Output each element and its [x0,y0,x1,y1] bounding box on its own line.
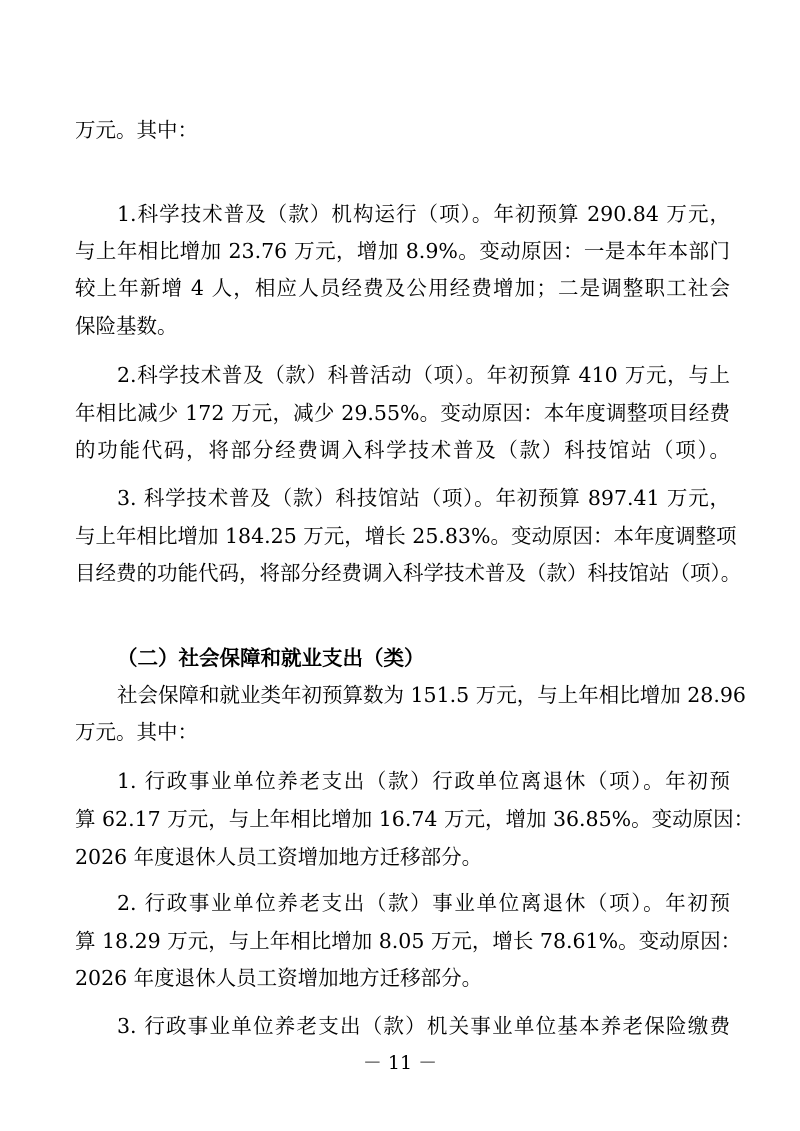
item1-line-4: 保险基数。 [75,314,178,338]
item3-line-2: 与上年相比增加 184.25 万元，增长 25.83%。变动原因：本年度调整项 [75,524,737,548]
section2-summary-line-1: 社会保障和就业类年初预算数为 151.5 万元，与上年相比增加 28.96 [117,683,746,707]
item1-line-2: 与上年相比增加 23.76 万元，增加 8.9%。变动原因：一是本年本部门 [75,239,730,263]
section2-item1-line-2: 算 62.17 万元，与上年相比增加 16.74 万元，增加 36.85%。变动原因： [75,807,755,831]
paragraph-line: 万元。其中： [75,118,198,142]
section2-item3-line-1: 3. 行政事业单位养老支出（款）机关事业单位基本养老保险缴费 [117,1014,730,1038]
item3-line-3: 目经费的功能代码，将部分经费调入科学技术普及（款）科技馆站（项）。 [75,561,742,585]
item1-line-1: 1.科学技术普及（款）机构运行（项）。年初预算 290.84 万元， [117,202,730,226]
section-heading: （二）社会保障和就业支出（类） [117,646,425,670]
section2-item1-line-1: 1. 行政事业单位养老支出（款）行政单位离退休（项）。年初预 [117,769,730,793]
section2-item1-line-3: 2026 年度退休人员工资增加地方迁移部分。 [75,845,483,869]
section2-item2-line-3: 2026 年度退休人员工资增加地方迁移部分。 [75,966,483,990]
page-number: － 11 － [362,1052,438,1074]
item3-line-1: 3. 科学技术普及（款）科技馆站（项）。年初预算 897.41 万元， [117,486,730,510]
section2-item2-line-1: 2. 行政事业单位养老支出（款）事业单位离退休（项）。年初预 [117,891,730,915]
item1-line-3: 较上年新增 4 人，相应人员经费及公用经费增加；二是调整职工社会 [75,276,730,300]
item2-line-3: 的功能代码，将部分经费调入科学技术普及（款）科技馆站（项）。 [75,438,730,462]
section2-summary-line-2: 万元。其中： [75,720,198,744]
section2-item2-line-2: 算 18.29 万元，与上年相比增加 8.05 万元，增长 78.61%。变动原因： [75,929,742,953]
item2-line-1: 2.科学技术普及（款）科普活动（项）。年初预算 410 万元，与上 [117,363,730,387]
item2-line-2: 年相比减少 172 万元，减少 29.55%。变动原因：本年度调整项目经费 [75,401,730,425]
